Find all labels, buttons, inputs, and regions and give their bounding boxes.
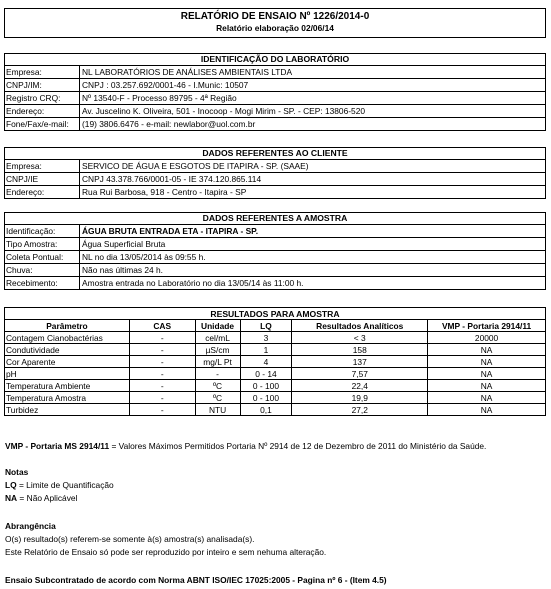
na-definition: = Não Aplicável [17, 493, 78, 503]
scope-line-2: Este Relatório de Ensaio só pode ser reproduzido por inteiro e sem nehuma alteração. [5, 547, 327, 557]
sample-label: Identificação: [5, 225, 80, 237]
result-cell: < 3 [292, 332, 428, 344]
sample-row [5, 238, 545, 251]
lq-cell: 0 - 100 [240, 392, 292, 404]
results-table [4, 307, 546, 416]
parameter-cell: Cor Aparente [5, 356, 130, 368]
sample-label: Coleta Pontual: [5, 251, 80, 263]
lq-term: LQ [5, 480, 17, 490]
sample-section [4, 212, 546, 290]
sample-value: ÁGUA BRUTA ENTRADA ETA - ITAPIRA - SP. [82, 226, 259, 236]
lab-row [5, 92, 545, 105]
unit-cell: cel/mL [195, 332, 240, 344]
unit-cell: NTU [195, 404, 240, 416]
result-cell: 27,2 [292, 404, 428, 416]
lab-row [5, 105, 545, 118]
lq-note [5, 480, 114, 490]
result-cell: 158 [292, 344, 428, 356]
results-heading: RESULTADOS PARA AMOSTRA [5, 308, 546, 320]
unit-cell: - [195, 368, 240, 380]
client-value: SERVICO DE ÁGUA E ESGOTOS DE ITAPIRA - SP. (SAAE) [82, 161, 309, 171]
client-row [5, 160, 545, 173]
table-row [5, 380, 546, 392]
column-header: CAS [129, 320, 195, 332]
result-cell: 22,4 [292, 380, 428, 392]
report-title: RELATÓRIO DE ENSAIO Nº 1226/2014-0 [180, 11, 370, 22]
lab-value: CNPJ : 03.257.692/0001-46 - I.Munic: 10507 [82, 80, 249, 90]
lab-label: Fone/Fax/e-mail: [5, 118, 80, 130]
lab-value: Av. Juscelino K. Oliveira, 501 - Inocoop - Mogi Mirim - SP. - CEP: 13806-520 [82, 106, 366, 116]
client-row [5, 173, 545, 186]
parameter-cell: Temperatura Amostra [5, 392, 130, 404]
column-header: VMP - Portaria 2914/11 [428, 320, 546, 332]
cas-cell: - [129, 404, 195, 416]
cas-cell: - [129, 332, 195, 344]
client-value: Rua Rui Barbosa, 918 - Centro - Itapira - SP [82, 187, 247, 197]
notes-heading: Notas [5, 467, 29, 477]
lab-value: (19) 3806.6476 - e-mail: newlabor@uol.com.br [82, 119, 256, 129]
vmp-cell: NA [428, 344, 546, 356]
results-column-headers [5, 320, 546, 332]
scope-line-1: O(s) resultado(s) referem-se somente à(s) amostra(s) analisada(s). [5, 534, 255, 544]
lab-row [5, 66, 545, 79]
lab-heading: IDENTIFICAÇÃO DO LABORATÓRIO [5, 54, 545, 66]
lq-cell: 4 [240, 356, 292, 368]
lab-row [5, 118, 545, 130]
cas-cell: - [129, 356, 195, 368]
sample-row [5, 225, 545, 238]
client-label: Endereço: [5, 186, 80, 198]
result-cell: 7,57 [292, 368, 428, 380]
lq-cell: 0 - 14 [240, 368, 292, 380]
client-label: CNPJ/IE [5, 173, 80, 185]
sample-row [5, 251, 545, 264]
unit-cell: mg/L Pt [195, 356, 240, 368]
table-row [5, 404, 546, 416]
lab-label: Empresa: [5, 66, 80, 78]
client-heading: DADOS REFERENTES AO CLIENTE [5, 148, 545, 160]
lab-row [5, 79, 545, 92]
unit-cell: ºC [195, 392, 240, 404]
parameter-cell: pH [5, 368, 130, 380]
vmp-cell: NA [428, 380, 546, 392]
table-row [5, 392, 546, 404]
sample-label: Tipo Amostra: [5, 238, 80, 250]
vmp-cell: NA [428, 368, 546, 380]
vmp-cell: NA [428, 392, 546, 404]
lab-label: Endereço: [5, 105, 80, 117]
report-title-box [4, 8, 546, 38]
sample-row [5, 264, 545, 277]
lab-value: Nº 13540-F - Processo 89795 - 4ª Região [82, 93, 237, 103]
unit-cell: µS/cm [195, 344, 240, 356]
sample-label: Recebimento: [5, 277, 80, 289]
sample-row [5, 277, 545, 289]
sample-value: Não nas últimas 24 h. [82, 265, 164, 275]
sample-value: NL no dia 13/05/2014 às 09:55 h. [82, 252, 206, 262]
vmp-term: VMP - Portaria MS 2914/11 [5, 441, 110, 451]
sample-value: Amostra entrada no Laboratório no dia 13/05/14 às 11:00 h. [82, 278, 304, 288]
cas-cell: - [129, 380, 195, 392]
parameter-cell: Turbidez [5, 404, 130, 416]
vmp-cell: NA [428, 404, 546, 416]
lq-cell: 0,1 [240, 404, 292, 416]
client-row [5, 186, 545, 198]
result-cell: 137 [292, 356, 428, 368]
column-header: Parâmetro [5, 320, 130, 332]
lab-value: NL LABORATÓRIOS DE ANÁLISES AMBIENTAIS LTDA [82, 67, 293, 77]
vmp-cell: NA [428, 356, 546, 368]
lq-cell: 3 [240, 332, 292, 344]
lab-label: Registro CRQ: [5, 92, 80, 104]
table-row [5, 356, 546, 368]
vmp-definition: = Valores Máximos Permitidos Portaria Nº 2914 de 12 de Dezembro de 2011 do Ministério da Saúde. [109, 441, 487, 451]
column-header: LQ [240, 320, 292, 332]
client-label: Empresa: [5, 160, 80, 172]
lq-cell: 0 - 100 [240, 380, 292, 392]
scope-heading: Abrangência [5, 521, 56, 531]
cas-cell: - [129, 344, 195, 356]
parameter-cell: Contagem Cianobactérias [5, 332, 130, 344]
sample-value: Água Superficial Bruta [82, 239, 166, 249]
client-value: CNPJ 43.378.766/0001-05 - IE 374.120.865.114 [82, 174, 262, 184]
table-row [5, 344, 546, 356]
column-header: Resultados Analíticos [292, 320, 428, 332]
report-subtitle: Relatório elaboração 02/06/14 [216, 23, 334, 33]
parameter-cell: Condutividade [5, 344, 130, 356]
sample-label: Chuva: [5, 264, 80, 276]
results-heading-row [5, 308, 546, 320]
lq-definition: = Limite de Quantificação [16, 480, 114, 490]
cas-cell: - [129, 392, 195, 404]
subcontract-statement: Ensaio Subcontratado de acordo com Norma ABNT ISO/IEC 17025:2005 - Pagina nº 6 - (Item 4.5) [5, 575, 387, 585]
lab-label: CNPJ/IM: [5, 79, 80, 91]
cas-cell: - [129, 368, 195, 380]
vmp-cell: 20000 [428, 332, 546, 344]
table-row [5, 368, 546, 380]
table-row [5, 332, 546, 344]
lq-cell: 1 [240, 344, 292, 356]
sample-heading: DADOS REFERENTES A AMOSTRA [5, 213, 545, 225]
na-note [5, 493, 77, 503]
parameter-cell: Temperatura Ambiente [5, 380, 130, 392]
lab-section [4, 53, 546, 131]
unit-cell: ºC [195, 380, 240, 392]
client-section [4, 147, 546, 199]
vmp-footnote [5, 441, 486, 451]
na-term: NA [5, 493, 18, 503]
column-header: Unidade [195, 320, 240, 332]
result-cell: 19,9 [292, 392, 428, 404]
